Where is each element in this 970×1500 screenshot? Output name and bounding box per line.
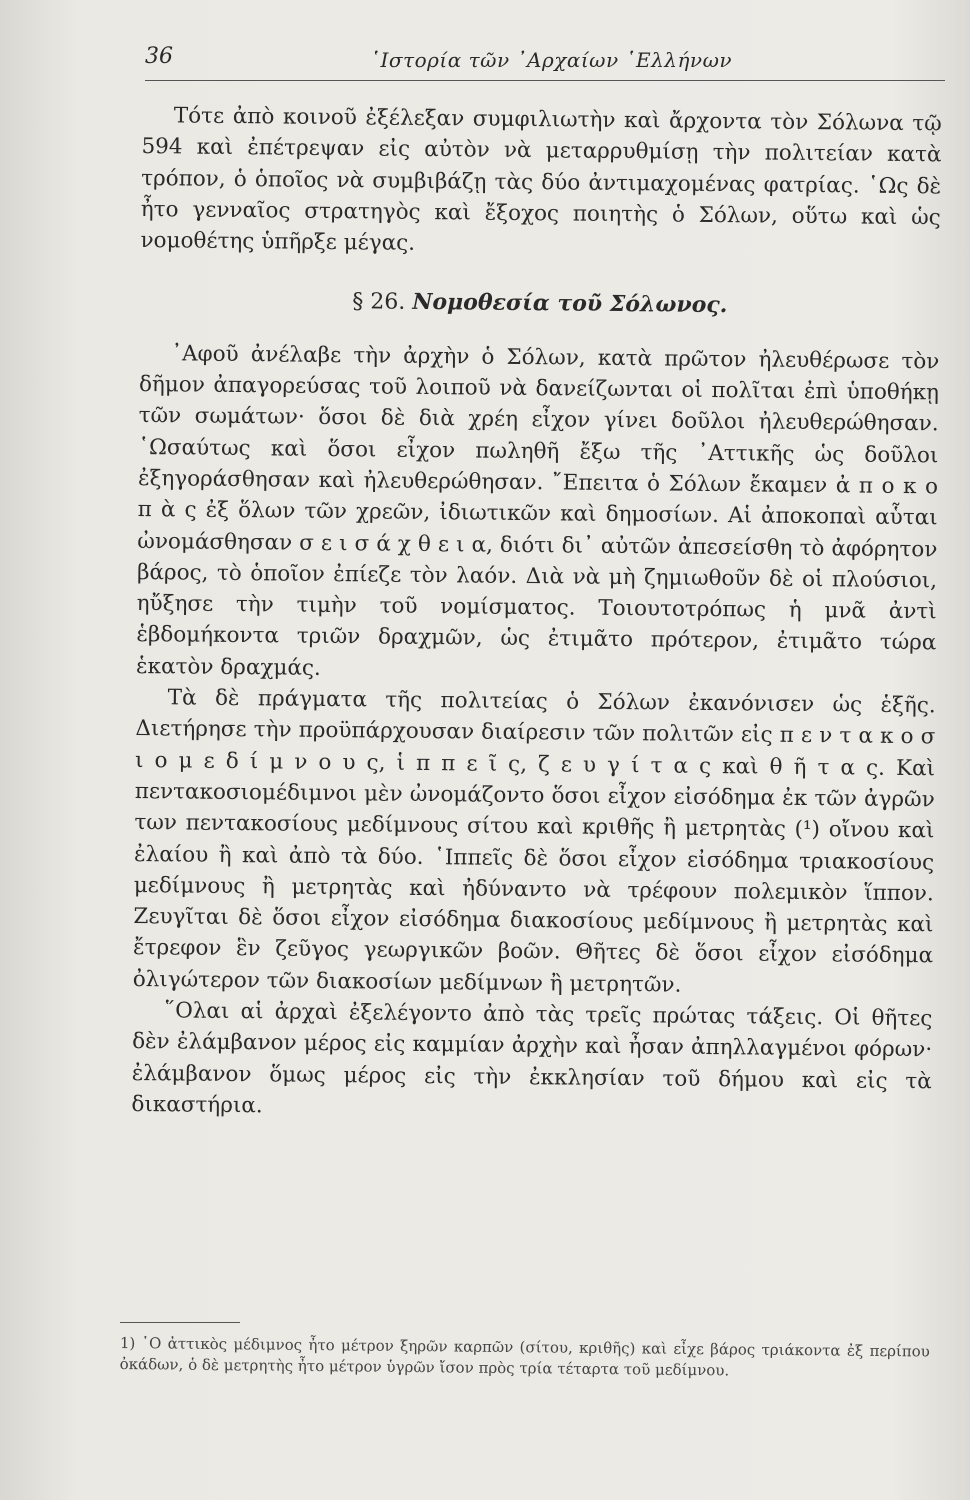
running-title: ῾Ιστορία τῶν ᾿Αρχαίων ῾Ελλήνων: [370, 48, 733, 72]
section-title: Νομοθεσία τοῦ Σόλωνος.: [412, 289, 728, 319]
section-number: § 26.: [352, 289, 406, 316]
section-heading: [140, 284, 940, 324]
body-text: [131, 100, 942, 1129]
paragraph-intro: Τότε ἀπὸ κοινοῦ ἐξέλεξαν συμφιλιωτὴν καὶ ἄρχοντα τὸν Σόλωνα τῷ 594 καὶ ἐπέτρεψαν εἰς αὐτὸν νὰ μεταρρυθμίσῃ τὴν πολιτείαν κατὰ τρόπον, ὁ ὁποῖος νὰ συμβιβάζῃ τὰς δύο ἀντιμαχομένας φατρίας. ῾Ως δὲ ἦτο γενναῖος στρατηγὸς καὶ ἔξοχος ποιητὴς ὁ Σόλων, οὕτω καὶ ὡς νομοθέτης ὑπῆρξε μέγας.: [140, 103, 942, 257]
footnote-divider: [120, 1322, 240, 1323]
footnote: 1) ῾Ο ἀττικὸς μέδιμνος ἦτο μέτρον ξηρῶν καρπῶν (σίτου, κριθῆς) καὶ εἶχε βάρος τριάκοντα ἐξ περίπου ὀκάδων, ὁ δὲ μετρητὴς ἦτο μέτρον ὑγρῶν ἴσον πρὸς τρία τέταρτα τοῦ μεδίμνου.: [119, 1334, 930, 1380]
page-header: [145, 44, 945, 81]
paragraph-classes: Τὰ δὲ πράγματα τῆς πολιτείας ὁ Σόλων ἐκανόνισεν ὡς ἑξῆς. Διετήρησε τὴν προϋπάρχουσαν διαίρεσιν τῶν πολιτῶν εἰς π ε ν τ α κ ο σ ι ο μ ε δ ί μ ν ο υ ς, ἱ π π ε ῖ ς, ζ ε υ γ ί τ α ς καὶ θ ῆ τ α ς. Καὶ πεντακοσιομέδιμνοι μὲν ὠνομάζοντο ὅσοι εἶχον εἰσόδημα ἐκ τῶν ἀγρῶν των πεντακοσίους μεδίμνους σίτου καὶ κριθῆς ἢ μετρητὰς (¹) οἴνου καὶ ἐλαίου ἢ καὶ ἀπὸ τὰ δύο. ῾Ιππεῖς δὲ ὅσοι εἶχον εἰσόδημα τριακοσίους μεδίμνους ἢ μετρητὰς καὶ ἠδύναντο νὰ τρέφουν πολεμικὸν ἵππον. Ζευγῖται δὲ ὅσοι εἶχον εἰσόδημα διακοσίους μεδίμνους ἢ μετρητὰς καὶ ἔτρεφον ἓν ζεῦγος γεωργικῶν βοῶν. Θῆτες δὲ ὅσοι εἶχον εἰσόδημα ὀλιγώτερον τῶν διακοσίων μεδίμνων ἢ μετρητῶν.: [132, 685, 936, 998]
paragraph-offices: ῞Ολαι αἱ ἀρχαὶ ἐξελέγοντο ἀπὸ τὰς τρεῖς πρώτας τάξεις. Οἱ θῆτες δὲν ἐλάμβανον μέρος εἰς καμμίαν ἀρχὴν καὶ ἦσαν ἀπηλλαγμένοι φόρων· ἐλάμβανον ὅμως μέρος εἰς τὴν ἐκκλησίαν τοῦ δήμου καὶ εἰς τὰ δικαστήρια.: [131, 998, 933, 1119]
page-number: 36: [145, 44, 173, 69]
paragraph-liberation: ᾿Αφοῦ ἀνέλαβε τὴν ἀρχὴν ὁ Σόλων, κατὰ πρῶτον ἠλευθέρωσε τὸν δῆμον ἀπαγορεύσας τοῦ λοιποῦ νὰ δανείζωνται οἱ πολῖται ἐπὶ ὑποθήκῃ τῶν σωμάτων· ὅσοι δὲ διὰ χρέη εἶχον γίνει δοῦλοι ἠλευθερώθησαν. ῾Ωσαύτως καὶ ὅσοι εἶχον πωληθῆ ἔξω τῆς ᾿Αττικῆς ὡς δοῦλοι ἐξηγοράσθησαν καὶ ἠλευθερώθησαν. ῎Επειτα ὁ Σόλων ἔκαμεν ἀ π ο κ ο π ὰ ς ἐξ ὅλων τῶν χρεῶν, ἰδιωτικῶν καὶ δημοσίων. Αἱ ἀποκοπαὶ αὗται ὠνομάσθησαν σ ε ι σ ά χ θ ε ι α, διότι δι᾿ αὐτῶν ἀπεσείσθη τὸ ἀφόρητον βάρος, τὸ ὁποῖον ἐπίεζε τὸν λαόν. Διὰ νὰ μὴ ζημιωθοῦν δὲ οἱ πλούσιοι, ηὔξησε τὴν τιμὴν τοῦ νομίσματος. Τοιουτοτρόπως ἡ μνᾶ ἀντὶ ἑβδομήκοντα τριῶν δραχμῶν, ὡς ἐτιμᾶτο πρότερον, ἐτιμᾶτο τώρα ἑκατὸν δραχμάς.: [135, 341, 940, 681]
